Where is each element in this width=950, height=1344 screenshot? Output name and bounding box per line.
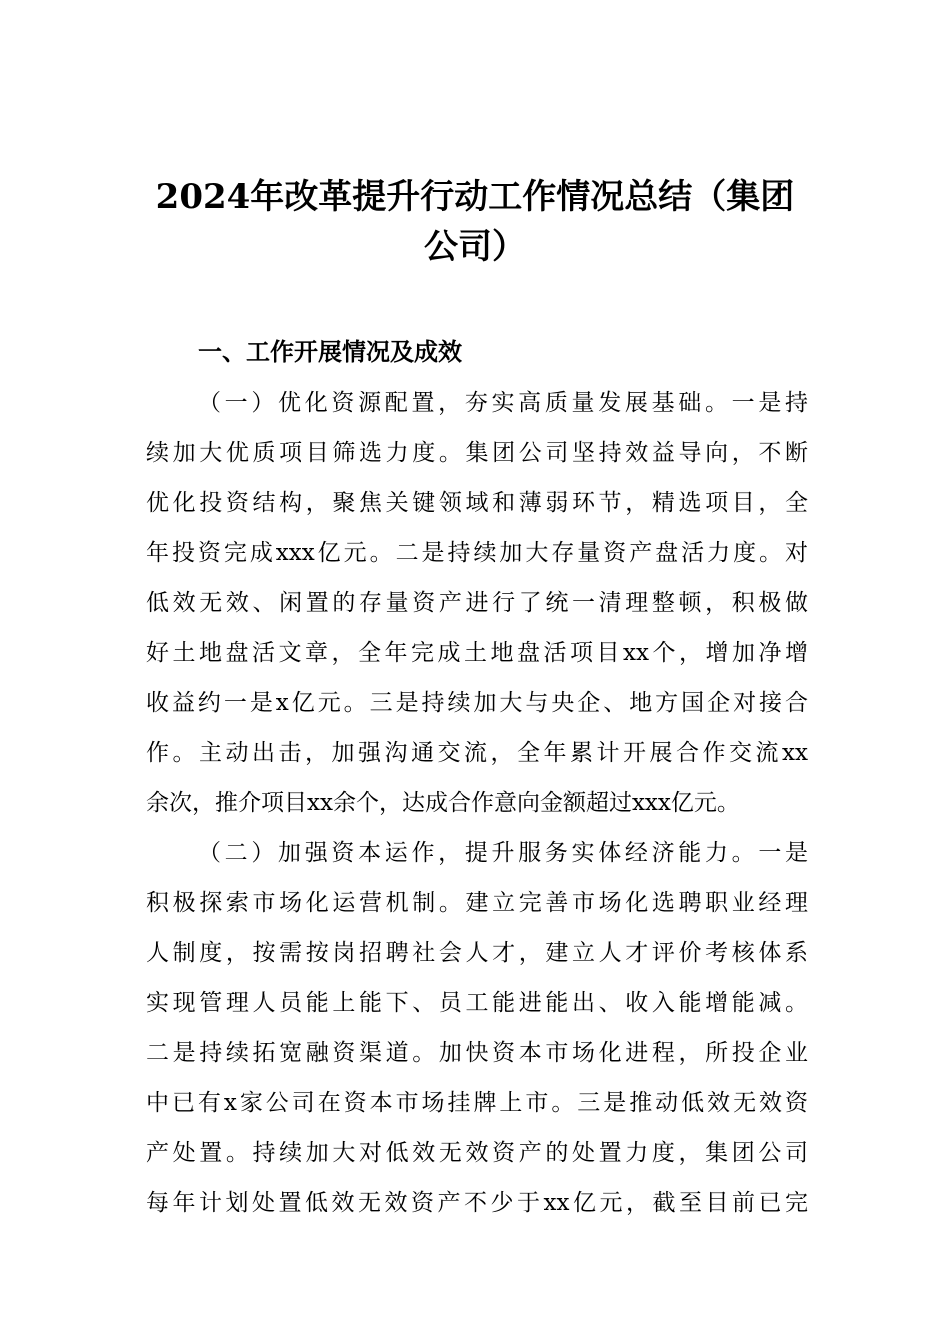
paragraph-line: 收益约一是x亿元。三是持续加大与央企、地方国企对接合 [146,690,808,716]
paragraph-line: 续加大优质项目筛选力度。集团公司坚持效益导向，不断 [146,440,808,466]
title-line-2: 公司） [424,227,526,267]
paragraph-line: 好土地盘活文章，全年完成土地盘活项目xx个，增加净增 [146,640,808,666]
title-line-1: 2024年改革提升行动工作情况总结（集团 [155,177,795,217]
section-heading: 一、工作开展情况及成效 [198,338,462,366]
paragraph-2 [146,828,808,1228]
paragraph-line: 产处置。持续加大对低效无效资产的处置力度，集团公司 [146,1140,808,1166]
paragraph-line: 优化投资结构，聚焦关键领域和薄弱环节，精选项目，全 [146,490,808,516]
paragraph-line: 每年计划处置低效无效资产不少于xx亿元，截至目前已完 [146,1190,808,1216]
paragraph-line: 低效无效、闲置的存量资产进行了统一清理整顿，积极做 [146,590,808,616]
paragraph-1 [146,378,808,828]
paragraph-line: 余次，推介项目xx余个，达成合作意向金额超过xxx亿元。 [146,790,740,816]
paragraph-line: 年投资完成xxx亿元。二是持续加大存量资产盘活力度。对 [146,540,808,566]
paragraph-line: 人制度，按需按岗招聘社会人才，建立人才评价考核体系 [146,940,808,966]
paragraph-line: 中已有x家公司在资本市场挂牌上市。三是推动低效无效资 [146,1090,808,1116]
document-body [146,378,808,1228]
paragraph-line: 作。主动出击，加强沟通交流，全年累计开展合作交流xx [146,740,808,766]
document-title [140,172,810,272]
paragraph-line: 二是持续拓宽融资渠道。加快资本市场化进程，所投企业 [146,1040,808,1066]
paragraph-line: （一）优化资源配置，夯实高质量发展基础。一是持 [198,390,808,416]
paragraph-line: 实现管理人员能上能下、员工能进能出、收入能增能减。 [146,990,808,1016]
paragraph-line: （二）加强资本运作，提升服务实体经济能力。一是 [198,840,808,866]
paragraph-line: 积极探索市场化运营机制。建立完善市场化选聘职业经理 [146,890,808,916]
